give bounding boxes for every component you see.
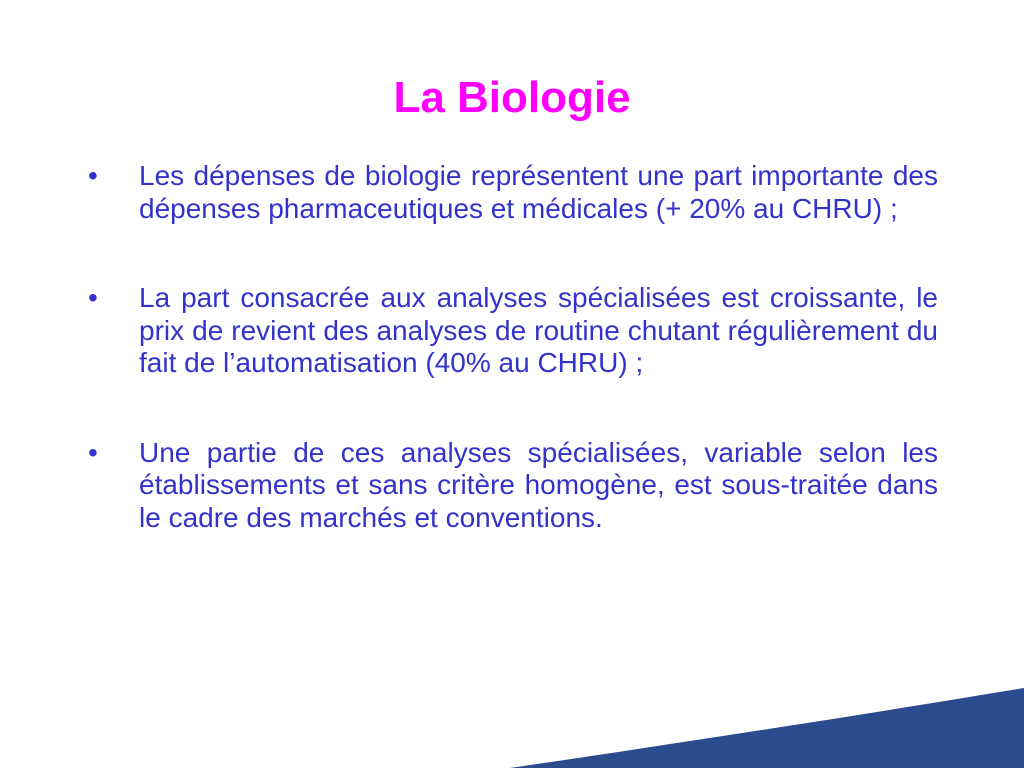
bullet-text: Les dépenses de biologie représentent une part importante des dépenses pharmaceutiques et médicales (+ 20% au CHRU) ; <box>139 160 938 224</box>
bullet-text: Une partie de ces analyses spécialisées, variable selon les établissements et sans critère homogène, est sous-traitée dans le cadre des marchés et conventions. <box>139 436 938 533</box>
slide-title: La Biologie <box>393 73 631 122</box>
bullet-item <box>88 282 938 380</box>
bullet-item <box>88 437 938 535</box>
bullet-marker: • <box>88 282 98 313</box>
bullet-text: La part consacrée aux analyses spécialisées est croissante, le prix de revient des analyses de routine chutant régulièrement du fait de l’automatisation (40% au CHRU) ; <box>139 282 938 378</box>
bullet-list <box>88 160 938 591</box>
bullet-item <box>88 160 938 225</box>
bullet-marker: • <box>88 436 98 468</box>
corner-band <box>510 688 1024 768</box>
bullet-marker: • <box>88 160 98 191</box>
